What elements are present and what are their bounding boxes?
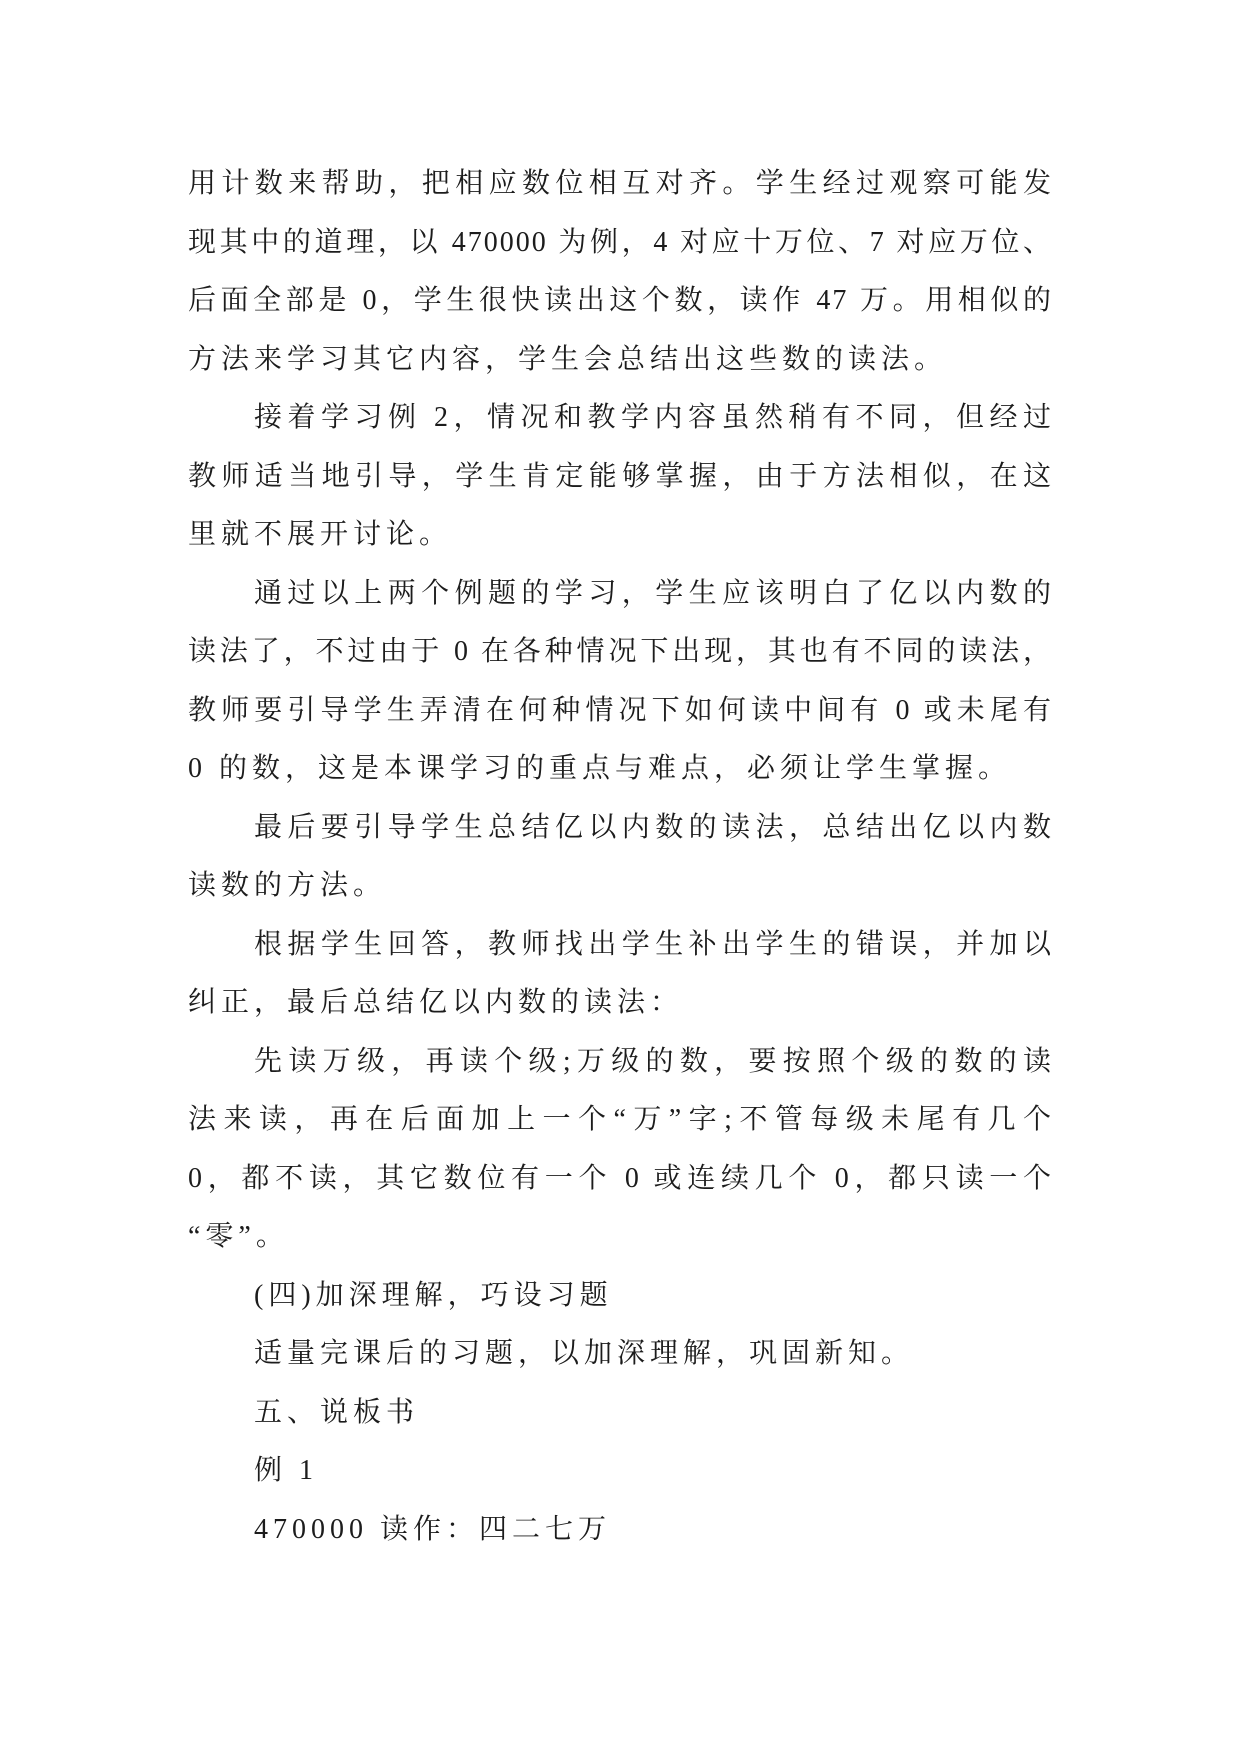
text-line: 法来读，再在后面加上一个“万”字;不管每级未尾有几个 — [188, 1104, 1053, 1135]
text-line: 纠正，最后总结亿以内数的读法： — [188, 987, 684, 1018]
text-line: 教师要引导学生弄清在何种情况下如何读中间有 0 或未尾有 — [188, 694, 1053, 726]
text-line: 方法来学习其它内容，学生会总结出这些数的读法。 — [188, 343, 948, 375]
text-line: 0 的数，这是本课学习的重点与难点，必须让学生掌握。 — [188, 753, 1012, 784]
text-line: 根据学生回答，教师找出学生补出学生的错误，并加以 — [254, 928, 1053, 960]
section-heading: 五、说板书 — [254, 1396, 420, 1428]
paragraph — [188, 1033, 1053, 1267]
text-line: 0，都不读，其它数位有一个 0 或连续几个 0，都只读一个 — [188, 1162, 1053, 1194]
text-line: 里就不展开讨论。 — [188, 519, 453, 550]
text-line: 现其中的道理，以 470000 为例，4 对应十万位、7 对应万位、 — [188, 226, 1053, 258]
text-line: “零”。 — [188, 1221, 289, 1252]
text-line: 读法了，不过由于 0 在各种情况下出现，其也有不同的读法， — [188, 636, 1053, 667]
text-line: 通过以上两个例题的学习，学生应该明白了亿以内数的 — [254, 577, 1053, 609]
document-body — [188, 155, 1053, 1559]
text-line: 先读万级，再读个级;万级的数，要按照个级的数的读 — [254, 1045, 1053, 1077]
paragraph — [188, 565, 1053, 799]
text-line: 用计数来帮助，把相应数位相互对齐。学生经过观察可能发 — [188, 168, 1053, 199]
paragraph — [188, 916, 1053, 1033]
example-label: 例 1 — [254, 1455, 319, 1486]
paragraph — [188, 799, 1053, 916]
subsection-text: 适量完课后的习题，以加深理解，巩固新知。 — [254, 1338, 915, 1369]
text-line: 教师适当地引导，学生肯定能够掌握，由于方法相似，在这 — [188, 460, 1053, 492]
text-line: 后面全部是 0，学生很快读出这个数，读作 47 万。用相似的 — [188, 285, 1053, 316]
paragraph — [188, 389, 1053, 565]
text-line: 接着学习例 2，情况和教学内容虽然稍有不同，但经过 — [254, 402, 1053, 433]
paragraph — [188, 155, 1053, 389]
text-line: 读数的方法。 — [188, 870, 387, 901]
text-line: 最后要引导学生总结亿以内数的读法，总结出亿以内数 — [254, 811, 1053, 843]
subsection-heading: (四)加深理解，巧设习题 — [254, 1279, 613, 1311]
example-text: 470000 读作：四二七万 — [254, 1513, 612, 1545]
